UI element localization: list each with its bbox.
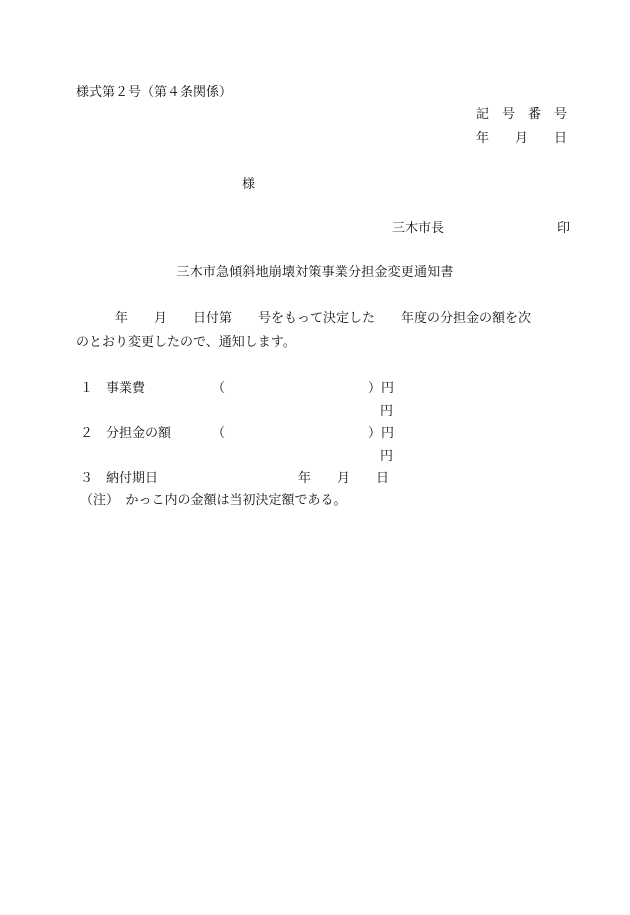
item-3-number: ３ bbox=[80, 471, 94, 486]
item-1-label: 事業費 bbox=[106, 381, 146, 396]
item-2-paren-close: ）円 bbox=[368, 426, 395, 441]
recipient-honorific: 様 bbox=[242, 177, 256, 192]
item-3-label: 納付期日 bbox=[106, 471, 159, 486]
date-line: 年 月 日 bbox=[476, 131, 568, 146]
item-1-unit: 円 bbox=[380, 404, 394, 419]
note-text: （注） かっこ内の金額は当初決定額である。 bbox=[80, 493, 347, 508]
body-line-2: のとおり変更したので、通知します。 bbox=[76, 335, 296, 350]
item-2-unit: 円 bbox=[380, 449, 394, 464]
form-label: 様式第２号（第４条関係） bbox=[76, 85, 233, 100]
issuer-title: 三木市長 bbox=[392, 221, 445, 236]
item-2-paren-open: （ bbox=[212, 426, 226, 441]
body-line-1: 年 月 日付第 号をもって決定した 年度の分担金の額を次 bbox=[76, 311, 532, 326]
item-3-date: 年 月 日 bbox=[298, 471, 390, 486]
record-number-label: 記 号 番 号 bbox=[476, 107, 568, 122]
document-title: 三木市急傾斜地崩壊対策事業分担金変更通知書 bbox=[176, 265, 454, 280]
issuer-seal: 印 bbox=[557, 221, 571, 236]
item-2-number: ２ bbox=[80, 426, 94, 441]
item-1-paren-close: ）円 bbox=[368, 381, 395, 396]
item-2-label: 分担金の額 bbox=[106, 426, 172, 441]
item-1-number: １ bbox=[80, 381, 94, 396]
item-1-paren-open: （ bbox=[212, 381, 226, 396]
